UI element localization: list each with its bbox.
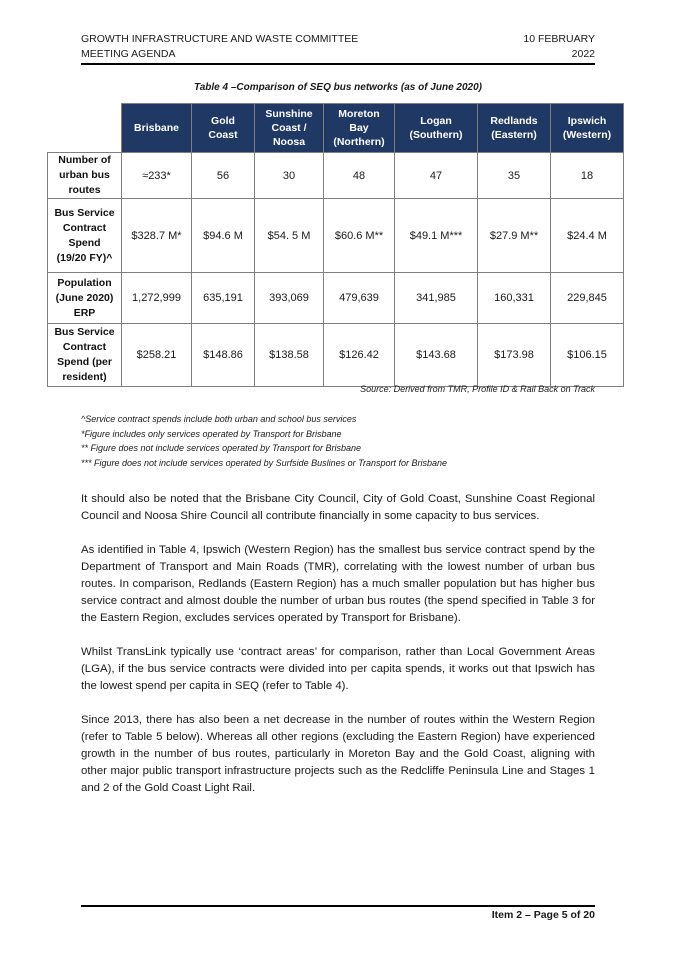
row-header xyxy=(48,153,122,199)
header-line: (Western) xyxy=(562,129,612,141)
header-line: Spend xyxy=(68,236,101,249)
header-line: Ipswich xyxy=(567,115,607,127)
table-cell: $27.9 M** xyxy=(478,199,551,273)
table-cell: $126.42 xyxy=(324,324,395,387)
header-divider xyxy=(81,63,595,65)
table-cell: $258.21 xyxy=(122,324,192,387)
column-header xyxy=(324,104,395,153)
table-cell: $148.86 xyxy=(192,324,255,387)
table-cell: 479,639 xyxy=(324,273,395,324)
table-source: Source: Derived from TMR, Profile ID & Rail Back on Track xyxy=(360,384,595,394)
table-cell: $138.58 xyxy=(255,324,324,387)
table-cell: $106.15 xyxy=(551,324,624,387)
table-cell: $60.6 M** xyxy=(324,199,395,273)
footer-divider xyxy=(81,905,595,907)
table-cell: ≈233* xyxy=(122,153,192,199)
paragraph: As identified in Table 4, Ipswich (Western Region) has the smallest bus service contract spend by the Department of Transport and Main Roads (TMR), correlating with the lowest number of urban bus routes. In comparison, Redlands (Eastern Region) has a much smaller population but has higher bus service contract and almost double the number of urban bus routes (the spend specified in Table 3 for the Eastern Region, excludes services operated by Transport for Brisbane). xyxy=(81,544,595,624)
header-line: Bus Service xyxy=(54,206,115,219)
column-header xyxy=(192,104,255,153)
table-row xyxy=(48,199,624,273)
header-line: (Northern) xyxy=(333,136,385,148)
table-cell: 393,069 xyxy=(255,273,324,324)
column-header xyxy=(122,104,192,153)
header-line: Logan xyxy=(420,115,452,127)
column-header xyxy=(255,104,324,153)
table-cell: 30 xyxy=(255,153,324,199)
column-header xyxy=(478,104,551,153)
header-line: Contract xyxy=(62,221,107,234)
header-line: (Eastern) xyxy=(491,129,537,141)
header-line: Gold xyxy=(211,115,235,127)
footnote: *Figure includes only services operated by Transport for Brisbane xyxy=(81,428,342,439)
header-line: Moreton xyxy=(338,108,380,120)
table-corner-cell xyxy=(48,104,122,153)
header-line: (Southern) xyxy=(409,129,463,141)
table-cell: $328.7 M* xyxy=(122,199,192,273)
header-line: routes xyxy=(68,184,101,196)
table-cell: 635,191 xyxy=(192,273,255,324)
table-cell: 341,985 xyxy=(395,273,478,324)
table-cell: 160,331 xyxy=(478,273,551,324)
header-line: Number of xyxy=(58,154,111,166)
body-text xyxy=(81,491,595,814)
footnote: ^Service contract spends include both urban and school bus services xyxy=(81,414,357,424)
table-row xyxy=(48,273,624,324)
table-cell: $49.1 M*** xyxy=(395,199,478,273)
header-date-year: 2022 xyxy=(571,48,595,60)
header-line: (19/20 FY)^ xyxy=(56,251,113,264)
header-line: Bus Service xyxy=(54,326,115,338)
page-number: Item 2 – Page 5 of 20 xyxy=(491,909,595,921)
table-cell: $24.4 M xyxy=(551,199,624,273)
paragraph: Since 2013, there has also been a net decrease in the number of routes within the Western Region (refer to Table 5 below). Whereas all other regions (excluding the Eastern Region) have experienced growth in the number of bus routes, particularly in Moreton Bay and the Gold Coast, aligning with other major public transport infrastructure projects such as the Redcliffe Peninsula Line and Stages 1 and 2 of the Gold Coast Light Rail. xyxy=(81,714,595,794)
table-cell: 48 xyxy=(324,153,395,199)
header-date-day: 10 FEBRUARY xyxy=(523,33,595,45)
header-committee-name: GROWTH INFRASTRUCTURE AND WASTE COMMITTEE xyxy=(81,33,359,45)
header-line: Bay xyxy=(349,122,369,134)
header-line: Coast / xyxy=(271,122,307,134)
column-header xyxy=(395,104,478,153)
table-cell: 47 xyxy=(395,153,478,199)
bus-network-table xyxy=(47,103,624,387)
header-line: Noosa xyxy=(272,136,306,148)
table-cell: 18 xyxy=(551,153,624,199)
header-committee xyxy=(81,32,358,62)
header-line: resident) xyxy=(62,371,107,383)
table-cell: $173.98 xyxy=(478,324,551,387)
header-line: Brisbane xyxy=(134,122,179,134)
header-line: Sunshine xyxy=(265,108,313,120)
paragraph: It should also be noted that the Brisbane City Council, City of Gold Coast, Sunshine Coast Regional Council and Noosa Shire Council all contribute financially in some capacity to bus services. xyxy=(81,493,595,522)
table-cell: 229,845 xyxy=(551,273,624,324)
table-row xyxy=(48,153,624,199)
table-cell: 35 xyxy=(478,153,551,199)
table-cell: $143.68 xyxy=(395,324,478,387)
table-row xyxy=(48,324,624,387)
table-cell: 1,272,999 xyxy=(122,273,192,324)
table-caption: Table 4 –Comparison of SEQ bus networks (as of June 2020) xyxy=(193,82,483,93)
paragraph: Whilst TransLink typically use ‘contract areas’ for comparison, rather than Local Government Areas (LGA), if the bus service contracts were divided into per capita spends, it works out that Ipswich has the lowest spend per capita in SEQ (refer to Table 4). xyxy=(81,646,595,692)
column-header xyxy=(551,104,624,153)
table-footnotes xyxy=(81,412,595,470)
header-line: Redlands xyxy=(490,115,538,127)
header-line: Spend (per xyxy=(57,356,112,368)
header-line: (June 2020) xyxy=(55,291,114,304)
header-line: ERP xyxy=(73,306,96,319)
header-line: urban bus xyxy=(59,169,110,181)
table-header-row xyxy=(48,104,624,153)
header-date xyxy=(523,32,595,62)
footnote: *** Figure does not include services operated by Surfside Buslines or Transport for Brisbane xyxy=(81,457,448,468)
header-line: Coast xyxy=(208,129,238,141)
row-header xyxy=(48,273,122,324)
footnote: ** Figure does not include services operated by Transport for Brisbane xyxy=(81,443,361,453)
table-cell: $94.6 M xyxy=(192,199,255,273)
header-line: Population xyxy=(57,276,112,289)
row-header xyxy=(48,324,122,387)
row-header xyxy=(48,199,122,273)
header-line: Contract xyxy=(62,341,107,353)
header-meeting-type: MEETING AGENDA xyxy=(81,48,176,60)
table-cell: $54. 5 M xyxy=(255,199,324,273)
table-cell: 56 xyxy=(192,153,255,199)
